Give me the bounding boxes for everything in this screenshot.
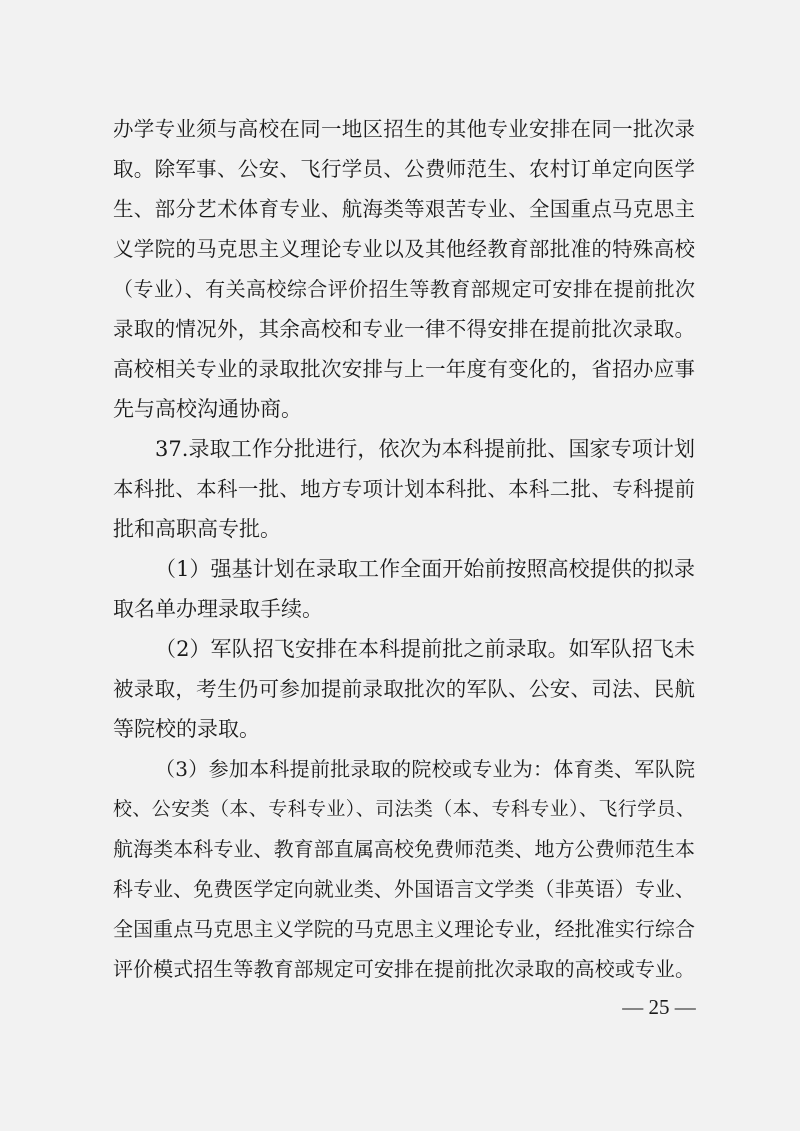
text-line: 取。除军事、公安、飞行学员、公费师范生、农村订单定向医学 [113,157,695,181]
text-line: （1）强基计划在录取工作全面开始前按照高校提供的拟录 [155,557,695,581]
text-line: 校、公安类（本、专科专业）、司法类（本、专科专业）、飞行学员、 [113,798,695,820]
text-line: 被录取，考生仍可参加提前录取批次的军队、公安、司法、民航 [113,677,695,701]
text-line: 生、部分艺术体育专业、航海类等艰苦专业、全国重点马克思主 [113,197,695,221]
page-number: — 25 — [622,995,696,1019]
text-line: 37.录取工作分批进行，依次为本科提前批、国家专项计划 [155,437,695,461]
text-line: 等院校的录取。 [113,717,260,741]
text-line: 录取的情况外，其余高校和专业一律不得安排在提前批次录取。 [113,317,695,341]
text-line: 义学院的马克思主义理论专业以及其他经教育部批准的特殊高校 [113,237,695,261]
text-line: （3）参加本科提前批录取的院校或专业为：体育类、军队院 [155,757,695,781]
text-line: 本科批、本科一批、地方专项计划本科批、本科二批、专科提前 [113,477,695,501]
text-line: 批和高职高专批。 [113,517,281,541]
text-line: 办学专业须与高校在同一地区招生的其他专业安排在同一批次录 [113,117,695,141]
text-line: 先与高校沟通协商。 [113,397,302,421]
text-line: 评价模式招生等教育部规定可安排在提前批次录取的高校或专业。 [113,957,695,981]
text-line: （专业）、有关高校综合评价招生等教育部规定可安排在提前批次 [113,277,695,301]
text-line: 科专业、免费医学定向就业类、外国语言文学类（非英语）专业、 [113,877,695,901]
text-line: 取名单办理录取手续。 [113,597,323,621]
text-line: （2）军队招飞安排在本科提前批之前录取。如军队招飞未 [155,637,695,661]
text-line: 航海类本科专业、教育部直属高校免费师范类、地方公费师范生本 [113,837,695,861]
text-line: 全国重点马克思主义学院的马克思主义理论专业，经批准实行综合 [113,917,695,941]
text-line: 高校相关专业的录取批次安排与上一年度有变化的，省招办应事 [113,357,695,381]
